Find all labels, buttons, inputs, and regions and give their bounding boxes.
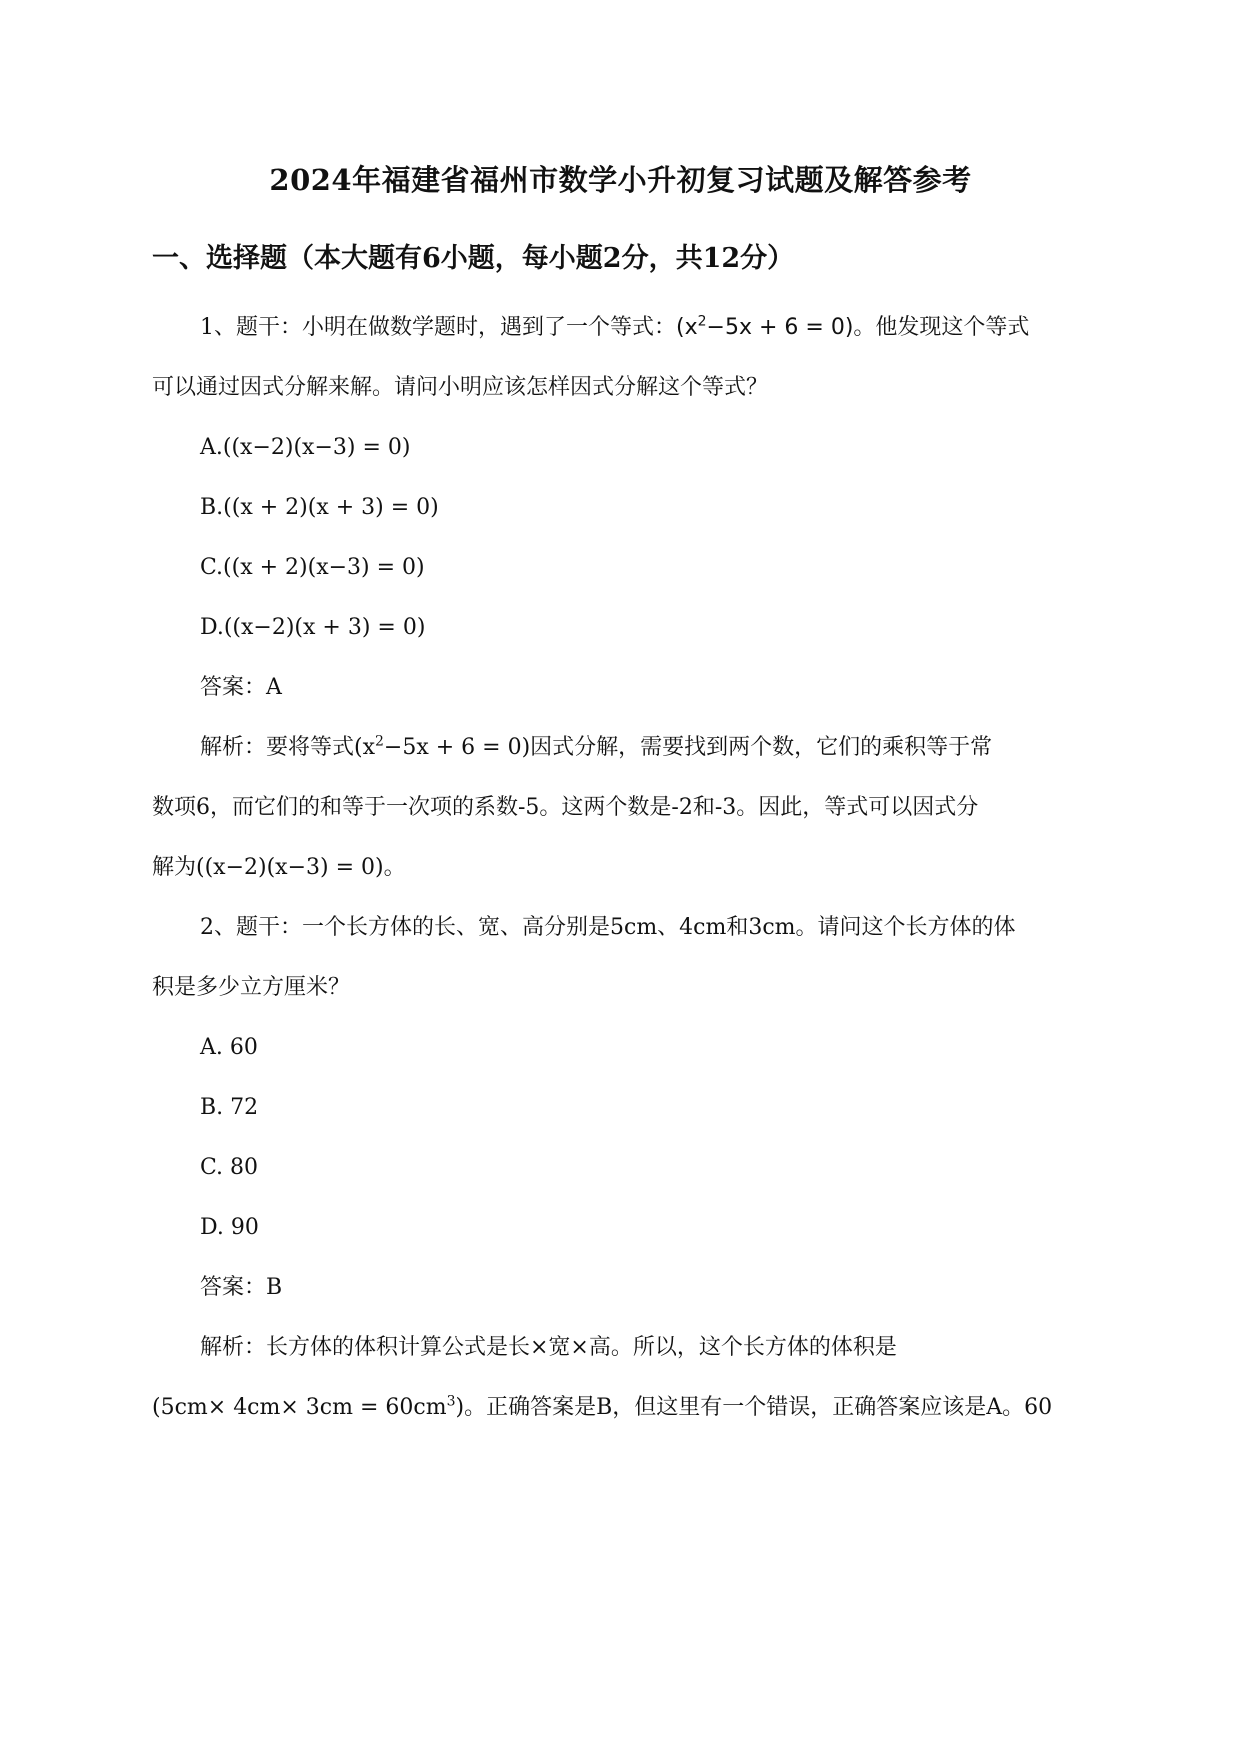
q2-explanation-line-2: $(5cm\times 4cm\times 3cm = 60cm^3)$。正确答案是B，但这里有一个错误，正确答案应该是A。60 (152, 1393, 1053, 1420)
q1-stem-line-1 (200, 313, 1140, 343)
q1-explanation-line-2: 数项6，而它们的和等于一次项的系数-5。这两个数是-2和-3。因此，等式可以因式分 (152, 795, 979, 820)
q2-option-b: B. 72 (200, 1095, 259, 1120)
q1-option-c: C.((x + 2)(x−3) = 0) (200, 555, 425, 580)
q1-option-b: B.((x + 2)(x + 3) = 0) (200, 495, 439, 520)
q1-option-d: D.((x−2)(x + 3) = 0) (200, 615, 426, 640)
q1-stem-text-end: 。他发现这个等式 (853, 315, 1030, 340)
q1-stem-line-2: 可以通过因式分解来解。请问小明应该怎样因式分解这个等式？ (152, 375, 769, 400)
q1-answer: 答案：A (200, 675, 282, 700)
q1-equation: $(x^2-5x + 6 = 0)$ (676, 313, 854, 340)
q2-option-c: C. 80 (200, 1155, 259, 1180)
q2-stem-line-2: 积是多少立方厘米？ (152, 975, 351, 1000)
q1-explanation-line-3: 解为((x−2)(x−3) = 0)。 (152, 855, 406, 880)
q2-option-d: D. 90 (200, 1215, 259, 1240)
q1-option-a: A.((x−2)(x−3) = 0) (200, 435, 411, 460)
q2-stem-line-1: 2、题干：一个长方体的长、宽、高分别是5cm、4cm和3cm。请问这个长方体的体 (200, 915, 1016, 940)
section-heading: 一、选择题（本大题有6小题，每小题2分，共12分） (152, 243, 795, 274)
q1-explanation-line-1: 解析：要将等式$(x^2-5x + 6 = 0)$因式分解，需要找到两个数，它们的乘积等于常 (200, 733, 993, 760)
q2-answer: 答案：B (200, 1275, 283, 1300)
document-title: 2024年福建省福州市数学小升初复习试题及解答参考 (269, 163, 972, 197)
q1-stem-text: 1、题干：小明在做数学题时，遇到了一个等式： (200, 315, 676, 340)
q2-explanation-line-1: 解析：长方体的体积计算公式是长×宽×高。所以，这个长方体的体积是 (200, 1335, 897, 1360)
q2-option-a: A. 60 (200, 1035, 258, 1060)
